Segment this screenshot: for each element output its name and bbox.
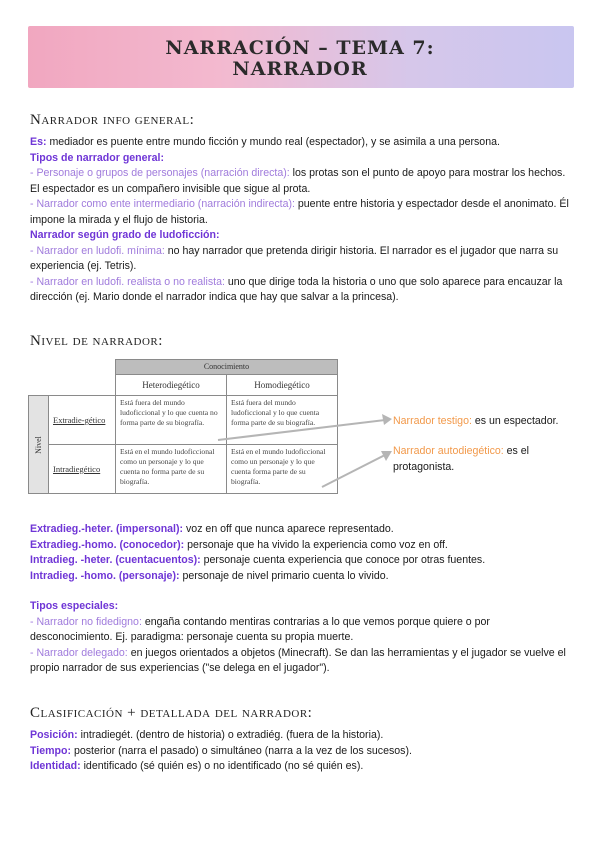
- table-row-intradiegetico: Intradiegético: [49, 445, 116, 494]
- es-text: mediador es puente entre mundo ficción y mundo real (espectador), y se asimila a una persona.: [46, 136, 500, 148]
- special-types: [30, 599, 575, 677]
- esp2-label: - Narrador delegado:: [30, 646, 128, 659]
- section-heading-nivel: Nivel de narrador:: [30, 333, 163, 349]
- note-autodiegetico-label: Narrador autodiegético:: [393, 445, 504, 457]
- pos-text: intradiegét. (dentro de historia) o extradiég. (fuera de la historia).: [77, 729, 384, 741]
- note-testigo-label: Narrador testigo:: [393, 415, 472, 427]
- item1-label: - Personaje o grupos de personajes (narración directa):: [30, 167, 290, 179]
- ident-text: identificado (sé quién es) o no identificado (no sé quién es).: [80, 760, 364, 772]
- table-cell-extra-hetero: Está fuera del mundo ludoficcional y lo que cuenta no forma parte de su biografía.: [116, 396, 227, 445]
- arrow-autodiegetico: [322, 455, 385, 487]
- table-level-label: Nivel: [29, 396, 49, 494]
- item4-label: - Narrador en ludofi. realista o no realista:: [30, 275, 225, 288]
- section-heading-info-general: Narrador info general:: [30, 112, 195, 128]
- es-label: Es:: [30, 136, 47, 148]
- tiempo-label: Tiempo:: [30, 744, 72, 757]
- def2-text: personaje que ha vivido la experiencia como voz en off.: [184, 538, 448, 551]
- tipos-label: Tipos de narrador general:: [30, 151, 165, 164]
- item4-text: uno que dirige toda la historia o uno que solo aparece para encauzar la dirección (ej. Mario donde el narrador indica que hay que salvar a la princesa).: [30, 275, 563, 303]
- note-testigo: [393, 414, 583, 430]
- item3-text: no hay narrador que pretenda dirigir historia. El narrador es el jugador que narra su experiencia (ej. Tetris).: [30, 244, 559, 272]
- def2-label: Extradieg.-homo. (conocedor):: [30, 538, 185, 551]
- title-line-1: NARRACIÓN – TEMA 7:: [165, 37, 435, 59]
- def4-label: Intradieg. -homo. (personaje):: [30, 569, 180, 582]
- table-col-heterodiegetico: Heterodiegético: [116, 375, 227, 396]
- table-col-homodiegetico: Homodiegético: [227, 375, 338, 396]
- esp1-text: engaña contando mentiras contrarias a lo que vemos porque quiere o por desconocimiento. Ej. paradigma: personaje cuenta su propia muerte.: [30, 615, 490, 643]
- item2-text: puente entre historia y espectador desde el anonimato. Él impone la mirada y el flujo de historia.: [30, 198, 569, 226]
- note-testigo-text: es un espectador.: [471, 415, 559, 427]
- table-cell-intra-homo: Está en el mundo ludoficcional como un personaje y lo que cuenta forma parte de su biografía.: [227, 445, 338, 494]
- arrow-testigo-head: [382, 414, 392, 425]
- def1-label: Extradieg.-heter. (impersonal):: [30, 523, 184, 535]
- table-cell-intra-hetero: Está en el mundo ludoficcional como un personaje y lo que cuenta no forma parte de su biografía.: [116, 445, 227, 494]
- table-row-extradiegetico: Extradie-gético: [49, 396, 116, 445]
- pos-label: Posición:: [30, 729, 78, 741]
- item3-label: - Narrador en ludofi. mínima:: [30, 244, 165, 257]
- section-heading-clasificacion: Clasificación + detallada del narrador:: [30, 705, 313, 721]
- esp2-text: en juegos orientados a objetos (Minecraft). Se dan las herramientas y el jugador se vuelve el propio narrador de sus experiencias ("se delega en el jugador").: [30, 646, 566, 674]
- ident-label: Identidad:: [30, 760, 81, 772]
- table-top-header: Conocimiento: [116, 360, 338, 375]
- title-line-2: NARRADOR: [232, 58, 368, 80]
- arrow-testigo: [218, 420, 385, 440]
- def3-label: Intradieg. -heter. (cuentacuentos):: [30, 554, 201, 566]
- esp1-label: - Narrador no fidedigno:: [30, 615, 142, 628]
- especiales-label: Tipos especiales:: [30, 600, 119, 612]
- def1-text: voz en off que nunca aparece representado.: [183, 523, 394, 535]
- item1-text: los protas son el punto de apoyo para mostrar los hechos. El espectador es un compañero invisible que sigue al prota.: [30, 167, 566, 195]
- table-cell-extra-homo: Está fuera del mundo ludoficcional y lo que cuenta forma parte de su biografía.: [227, 396, 338, 445]
- def4-text: personaje de nivel primario cuenta lo vivido.: [179, 569, 389, 582]
- note-autodiegetico: [393, 444, 578, 475]
- item2-label: - Narrador como ente intermediario (narración indirecta):: [30, 198, 295, 210]
- tiempo-text: posterior (narra el pasado) o simultáneo (narra a la vez de los sucesos).: [71, 744, 412, 757]
- note-autodiegetico-text: es el protagonista.: [393, 445, 530, 473]
- def3-text: personaje cuenta experiencia que conoce por otras fuentes.: [200, 554, 486, 566]
- grado-label: Narrador según grado de ludoficción:: [30, 229, 220, 241]
- clasificacion-body: [30, 728, 575, 775]
- level-definitions: [30, 522, 575, 584]
